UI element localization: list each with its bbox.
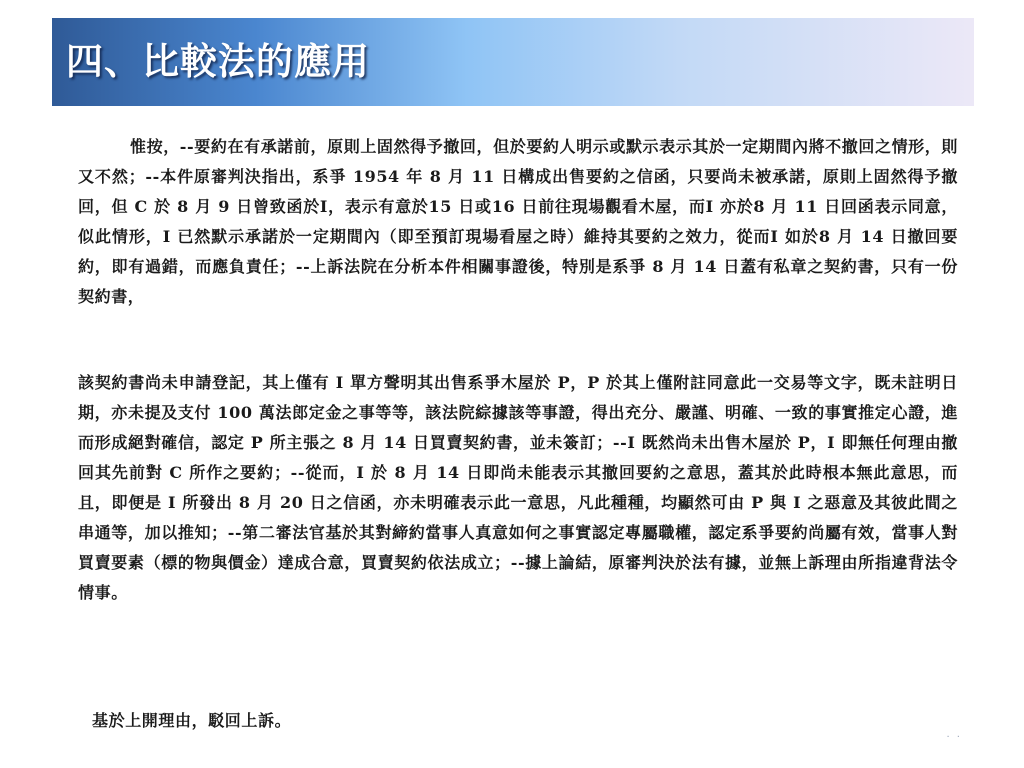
paragraph-3: 基於上開理由，駁回上訴。: [92, 711, 292, 730]
title-banner: [52, 18, 974, 106]
paragraph-2: 該契約書尚未申請登記，其上僅有 I 單方聲明其出售系爭木屋於 P，P 於其上僅附註同意此一交易等文字，既未註明日期，亦未提及支付 100 萬法郎定金之事等等，該法院綜據該等事證，得出充分、嚴謹、明確、一致的事實推定心證，進而形成絕對確信，認定 P 所主張之 8 月 14 日買賣契約書，並未簽訂；--I 既然尚未出售木屋於 P，I 即無任何理由撤回其先前對 C 所作之要約；--從而，I 於 8 月 14 日即尚未能表示其撤回要約之意思，蓋其於此時根本無此意思，而且，即便是 I 所發出 8 月 20 日之信函，亦未明確表示此一意思，凡此種種，均顯然可由 P 與 I 之惡意及其彼此間之串通等，加以推知；--第二審法官基於其對締約當事人真意如何之事實認定專屬職權，認定系爭要約尚屬有效，當事人對買賣要素（標的物與價金）達成合意，買賣契約依法成立；--據上論結，原審判決於法有據，並無上訴理由所指違背法令情事。: [78, 373, 958, 602]
footer-dots: . .: [946, 729, 962, 740]
paragraph-1: 惟按，--要約在有承諾前，原則上固然得予撤回，但於要約人明示或默示表示其於一定期間內將不撤回之情形，則又不然；--本件原審判決指出，系爭 1954 年 8 月 11 日構成出售要約之信函，只要尚未被承諾，原則上固然得予撤回，但 C 於 8 月 9 日曾致函於I，表示有意於15 日或16 日前往現場觀看木屋，而I 亦於8 月 11 日回函表示同意，似此情形，I 已然默示承諾於一定期間內（即至預訂現場看屋之時）維持其要約之效力，從而I 如於8 月 14 日撤回要約，即有過錯，而應負責任；--上訴法院在分析本件相關事證後，特別是系爭 8 月 14 日蓋有私章之契約書，只有一份契約書，: [78, 137, 958, 306]
page-title: 四、比較法的應用: [66, 40, 370, 83]
